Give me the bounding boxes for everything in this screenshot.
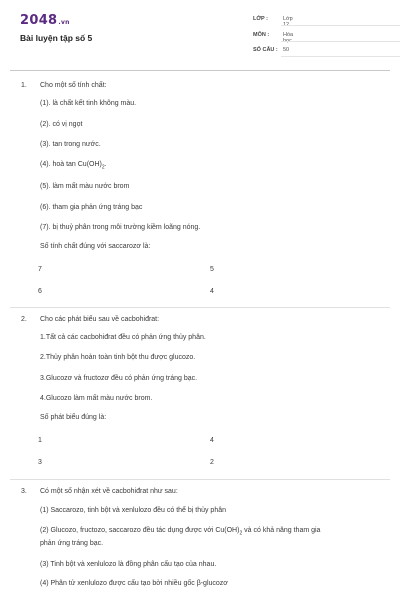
- logo-suffix: .vn: [58, 19, 70, 26]
- q1-item-4: [40, 161, 107, 170]
- q1-question: Số tính chất đúng với saccarozơ là:: [40, 243, 151, 250]
- q3-item-2-text: (2) Glucozo, fructozo, saccarozo đều tác dụng được với Cu(OH): [40, 527, 240, 534]
- q2-number: 2.: [21, 316, 27, 323]
- q1-item-2: (2). có vị ngọt: [40, 121, 83, 128]
- q1-item-4-subscript: 2: [101, 164, 105, 171]
- q1-option-c[interactable]: 6: [38, 288, 42, 295]
- q2-option-b[interactable]: 4: [210, 437, 214, 444]
- meta-class-underline: [281, 25, 400, 26]
- meta-subject-label: MÔN :: [253, 32, 270, 38]
- q1-option-b[interactable]: 5: [210, 266, 214, 273]
- meta-class-value: Lớp 12: [283, 16, 293, 28]
- q2-option-c[interactable]: 3: [38, 459, 42, 466]
- q3-item-4: (4) Phân tử xenlulozo được cấu tạo bởi nhiều gốc β-glucozơ: [40, 580, 228, 587]
- q3-item-2-subscript: 2: [239, 530, 243, 537]
- q2-divider: [10, 479, 390, 480]
- header-divider: [10, 70, 390, 71]
- q1-item-6: (6). tham gia phản ứng tráng bạc: [40, 204, 143, 211]
- q3-item-2: [40, 527, 320, 536]
- q2-item-4: 4.Glucozo làm mất màu nước brom.: [40, 395, 153, 402]
- q2-option-a[interactable]: 1: [38, 437, 42, 444]
- site-logo: [20, 13, 70, 28]
- q1-item-7: (7). bị thuỷ phân trong môi trường kiềm loãng nóng.: [40, 224, 201, 231]
- page-title: Bài luyện tập số 5: [20, 33, 93, 43]
- q2-item-2: 2.Thủy phân hoàn toàn tinh bột thu được glucozo.: [40, 354, 196, 361]
- q2-stem: Cho các phát biểu sau về cacbohiđrat:: [40, 316, 160, 323]
- q1-item-5: (5). làm mất màu nước brom: [40, 183, 130, 190]
- q3-number: 3.: [21, 488, 27, 495]
- q2-option-d[interactable]: 2: [210, 459, 214, 466]
- q3-stem: Có một số nhận xét về cacbohiđrat như sau:: [40, 488, 178, 495]
- q1-item-4-text: (4). hoà tan Cu(OH): [40, 161, 102, 168]
- q3-item-2-continued: phản ứng tráng bạc.: [40, 540, 104, 547]
- q1-stem: Cho một số tính chất:: [40, 82, 107, 89]
- meta-count-underline: [281, 56, 400, 57]
- q2-item-1: 1.Tất cả các cacbohiđrat đều có phản ứng thủy phân.: [40, 334, 206, 341]
- meta-count-value: 50: [283, 47, 290, 53]
- meta-subject-value: Hóa học: [283, 32, 294, 44]
- q1-item-4-end: .: [104, 161, 107, 168]
- q1-item-3: (3). tan trong nước.: [40, 141, 101, 148]
- q1-divider: [10, 307, 390, 308]
- q2-question: Số phát biểu đúng là:: [40, 414, 107, 421]
- q3-item-2-end: và có khả năng tham gia: [242, 527, 321, 534]
- meta-subject-underline: [281, 41, 400, 42]
- q3-item-3: (3) Tinh bột và xenlulozo là đồng phân cấu tạo của nhau.: [40, 561, 217, 568]
- q1-option-d[interactable]: 4: [210, 288, 214, 295]
- q1-number: 1.: [21, 82, 27, 89]
- q1-item-1: (1). là chất kết tinh không màu.: [40, 100, 137, 107]
- meta-class-label: LỚP :: [253, 16, 268, 22]
- meta-count-label: SỐ CÂU :: [253, 47, 278, 53]
- logo-text: 2048: [20, 13, 58, 28]
- q1-option-a[interactable]: 7: [38, 266, 42, 273]
- q3-item-1: (1) Saccarozo, tinh bột và xenlulozo đều có thể bị thủy phân: [40, 507, 227, 514]
- q2-item-3: 3.Glucozơ và fructozơ đều có phản ứng tráng bạc.: [40, 375, 198, 382]
